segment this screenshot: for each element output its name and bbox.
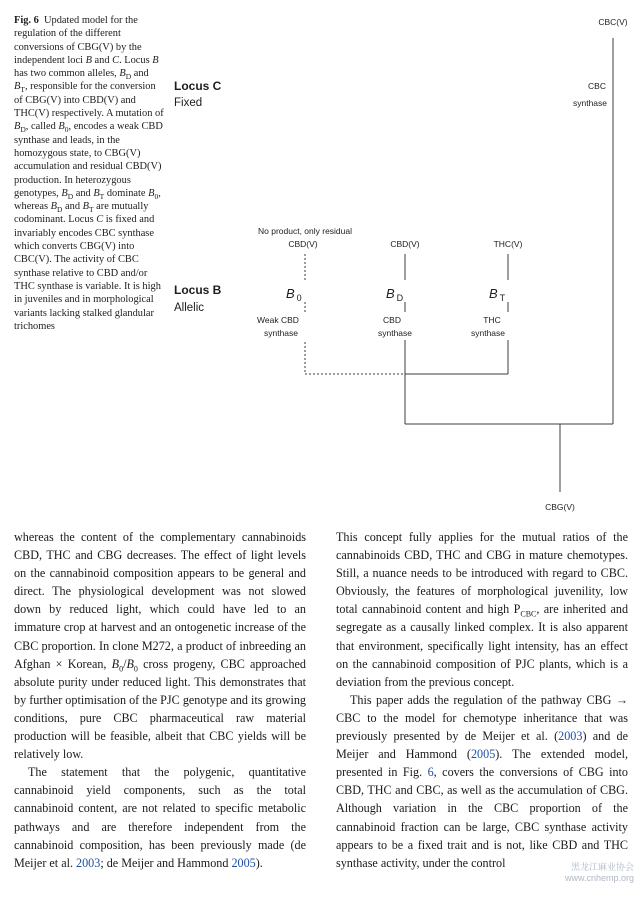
cbc-product-label: CBC(V) — [598, 17, 628, 27]
citation-link[interactable]: 2003 — [76, 855, 101, 870]
b0-product-label-line2: CBD(V) — [288, 239, 318, 249]
figure-caption: Fig. 6 Updated model for the regulation of the different conversions of CBG(V) by the independent loci B and C. Locus B has two common alleles, $B_D$ and $B_T$, responsible for the conversion of CBG(V) into CBD(V) and THC(V) respectively. A mutation of $B_D$, called $B_0$, encodes a weak CBD synthase and leads, in the homozygous state, to CBG(V) accumulation and residual CBD(V) production. In heterozygous genotypes, $B_D$ and $B_T$ dominate $B_0$, whereas $B_D$ and $B_T$ are mutually codominant. Locus C is fixed and invariably encodes CBC synthase which converts CBG(V) into CBC(V). The activity of CBC synthase relative to CBD and/or THC synthase is variable. It is high in juveniles and in morphological variants lacking stalked glandular trichomes — [14, 15, 164, 332]
b0-enzyme-label-line1: Weak CBD — [257, 315, 299, 325]
allele-bt: B $_T$ — [489, 286, 506, 303]
allele-b0: B $_0$ — [286, 286, 302, 303]
citation-link[interactable]: 2003 — [558, 729, 583, 744]
allele-bd: B $_D$ — [386, 286, 404, 303]
locus-b-subtitle: Allelic — [174, 302, 205, 314]
body-left-column — [14, 528, 306, 872]
bt-enzyme-label-line2: synthase — [470, 328, 506, 338]
citation-link[interactable]: 2005 — [231, 855, 256, 870]
substrate-label: CBG(V) — [545, 502, 575, 512]
bd-enzyme-label-line1: CBD — [383, 315, 401, 325]
right-paragraph-1: This concept fully applies for the mutual ratios of the cannabinoids CBD, THC and CBG in mature chemotypes. Still, a nuance needs to be introduced with regard to CBC. Obviously, the features of morphological juvenility, low total cannabinoid content and high $P_{CBC}$, are inherited and segregate as a causally linked complex. It is also apparent that environment, specifically light intensity, has an effect on the cannabinoid composition of PJC plants, which is a deviation from the previous concept. — [336, 530, 629, 689]
bt-enzyme-label-line1: THC — [483, 315, 501, 325]
locus-c-title: Locus C — [174, 79, 222, 93]
left-paragraph-1: whereas the content of the complementary cannabinoids CBD, THC and CBG decreases. The effect of light levels on the cannabinoid composition appears to be general and direct. The physiological development was not slowed down by reduced light, which could have led to an immature crop at harvest and an ontogenetic increase of the CBC proportion. In clone M272, a product of inbreeding an Afghan × Korean, $B_0/B_0$ cross progeny, CBC approached absolute purity under reduced light. This demonstrates that by further optimisation of the PJC genotype and its growing conditions, pure CBC pharmaceutical raw material production will be feasible, albeit that CBC yields will be relatively low. — [14, 530, 306, 762]
figure-label: Fig. 6 — [14, 15, 39, 26]
bd-enzyme-label-line2: synthase — [377, 328, 413, 338]
figure-link[interactable]: 6 — [427, 765, 434, 780]
body-right-column — [336, 528, 628, 872]
left-paragraph-2: The statement that the polygenic, quantitative cannabinoid yield components, such as the total cannabinoid content, are not related to specific metabolic pathways and are therefore independent from the cannabinoid composition, has been previously made (de Meijer et al. 2003; de Meijer and Hammond 2005). — [14, 765, 306, 870]
right-paragraph-2: This paper adds the regulation of the pathway CBG → CBC to the model for chemotype inheritance that was previously presented by de Meijer et al. (2003) and de Meijer and Hammond (2005). The extended model, presented in Fig. 6, covers the conversions of CBG into CBD, THC and CBC, as well as the accumulation of CBG. Although variation in the CBC proportion of the cannabinoid fraction can be large, CBC synthase activity appears to be a fixed trait and is not, like CBD and THC synthase activity, under the control — [336, 692, 628, 870]
bd-product-label: CBD(V) — [390, 239, 420, 249]
citation-link[interactable]: 2005 — [470, 747, 496, 762]
bt-product-label: THC(V) — [493, 239, 523, 249]
cbc-synthase-label-line1: CBC — [588, 81, 606, 91]
b0-enzyme-label-line2: synthase — [263, 328, 299, 338]
cbc-synthase-label-line2: synthase — [572, 98, 608, 108]
locus-c-subtitle: Fixed — [174, 97, 203, 109]
locus-b-title: Locus B — [174, 283, 222, 297]
b0-product-label-line1: No product, only residual — [257, 226, 353, 236]
site-watermark: 黑龙江麻业协会 www.cnhemp.org — [564, 862, 634, 883]
